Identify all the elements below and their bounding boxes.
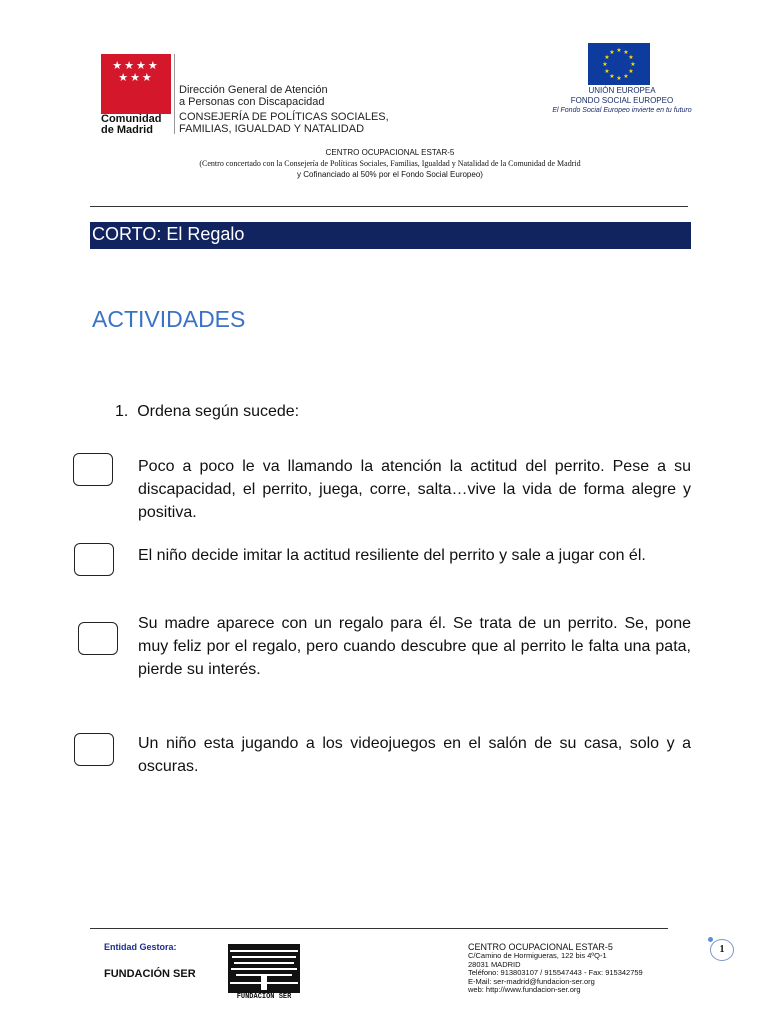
footer-address: CENTRO OCUPACIONAL ESTAR-5 C/Camino de Hormigueras, 122 bis 4ºQ-1 28031 MADRID Teléfono: 913803107 / 915547443 - Fax: 915342759 E-Mail: ser-madrid@fundacion-ser.org web: http://www.fundacion-ser.org xyxy=(468,942,643,994)
order-checkbox-1[interactable] xyxy=(73,453,113,486)
document-title: CORTO: El Regalo xyxy=(92,224,245,244)
page-number: 1 xyxy=(710,939,734,961)
entidad-label: Entidad Gestora: xyxy=(104,942,177,952)
order-item-3: Su madre aparece con un regalo para él. Se trata de un perrito. Se, pone muy feliz por el regalo, pero cuando descubre que al perrito le falta una pata, pierde su interés. xyxy=(138,615,691,678)
svg-text:★: ★ xyxy=(623,49,629,56)
footer-web-link[interactable]: web: http://www.fundacion-ser.org xyxy=(468,985,581,994)
svg-text:★: ★ xyxy=(609,49,615,56)
stars-icon: ★★★★ ★★★ xyxy=(112,60,160,84)
header-rule xyxy=(90,206,688,207)
svg-text:★: ★ xyxy=(616,47,622,54)
fundacion-ser-logo xyxy=(228,944,300,1002)
svg-text:★: ★ xyxy=(628,54,634,61)
svg-text:★: ★ xyxy=(609,73,615,80)
question-text: Ordena según sucede: xyxy=(137,403,300,420)
comunidad-madrid-name: Comunidad de Madrid xyxy=(101,113,162,136)
svg-text:★: ★ xyxy=(604,68,610,75)
footer-rule xyxy=(90,928,668,929)
title-bar xyxy=(90,222,691,249)
svg-text:★: ★ xyxy=(623,73,629,80)
order-item-1: Poco a poco le va llamando la atención la actitud del perrito. Pese a su discapacidad, el perrito, juega, corre, salta…vive la vida de forma alegre y positiva. xyxy=(138,458,691,521)
comunidad-madrid-logo xyxy=(101,54,171,114)
svg-text:★: ★ xyxy=(604,54,610,61)
eu-text: UNIÓN EUROPEA FONDO SOCIAL EUROPEO El Fondo Social Europeo invierte en tu futuro xyxy=(552,86,692,114)
order-item-4: Un niño esta jugando a los videojuegos en el salón de su casa, solo y a oscuras. xyxy=(138,735,691,775)
header-divider xyxy=(174,54,175,134)
svg-text:★: ★ xyxy=(602,61,608,68)
fundacion-name: FUNDACIÓN SER xyxy=(104,968,196,980)
order-checkbox-4[interactable] xyxy=(74,733,114,766)
eu-flag-icon xyxy=(588,43,650,85)
section-heading: ACTIVIDADES xyxy=(92,306,246,332)
svg-text:★: ★ xyxy=(628,68,634,75)
direccion-general-text: Dirección General de Atención a Personas con Discapacidad xyxy=(179,84,328,108)
order-checkbox-3[interactable] xyxy=(78,622,118,655)
footer-email[interactable]: E-Mail: ser-madrid@fundacion-ser.org xyxy=(468,976,595,986)
order-item-2: El niño decide imitar la actitud resiliente del perrito y sale a jugar con él. xyxy=(138,547,646,564)
page-dot xyxy=(708,937,713,942)
centro-heading: CENTRO OCUPACIONAL ESTAR-5 (Centro concertado con la Consejería de Políticas Sociales, Familias, Igualdad y Natalidad de la Comunidad de Madrid y Cofinanciado al 50% por el Fondo Social Europeo) xyxy=(199,148,581,179)
svg-text:★: ★ xyxy=(616,75,622,82)
question-number: 1. xyxy=(115,403,129,420)
tree-icon xyxy=(228,944,300,993)
svg-text:★: ★ xyxy=(630,61,636,68)
order-checkbox-2[interactable] xyxy=(74,543,114,576)
consejeria-text: CONSEJERÍA DE POLÍTICAS SOCIALES, FAMILIAS, IGUALDAD Y NATALIDAD xyxy=(179,111,389,135)
question-1 xyxy=(115,403,299,421)
logo-label: FUNDACIÓN SER xyxy=(228,993,300,1002)
